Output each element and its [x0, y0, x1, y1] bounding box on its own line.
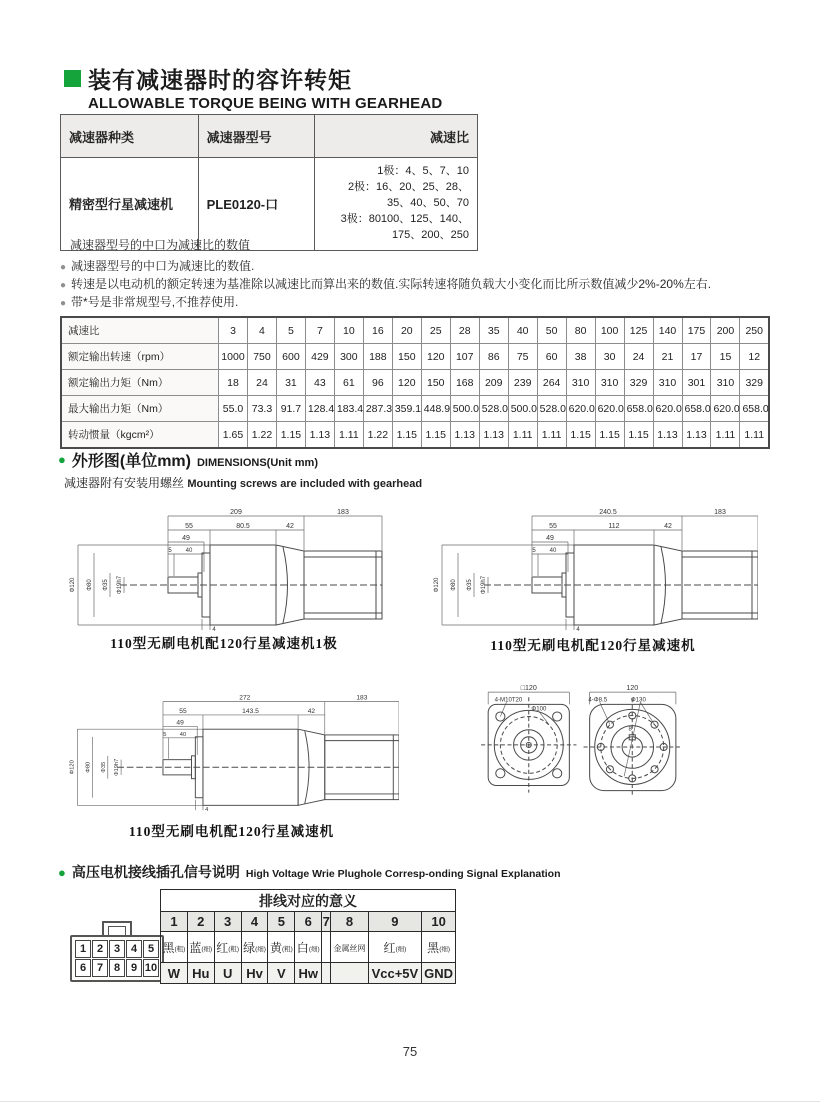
spec-cell: 7: [305, 317, 334, 344]
col-header-ratio: 减速比: [315, 115, 478, 158]
svg-text:Φ120: Φ120: [69, 760, 76, 775]
spec-cell: 310: [653, 370, 682, 396]
spec-cell: 310: [595, 370, 624, 396]
section-square-icon: [64, 70, 81, 87]
svg-text:49: 49: [182, 535, 190, 542]
connector-pin: 9: [126, 959, 142, 977]
spec-cell: 1.15: [595, 422, 624, 449]
wire-color-text: 红: [383, 940, 396, 955]
svg-text:40: 40: [549, 548, 557, 554]
svg-text:4: 4: [576, 627, 580, 632]
svg-text:Φ80: Φ80: [451, 579, 457, 591]
spec-cell: 500.0: [450, 396, 479, 422]
spec-cell: 209: [479, 370, 508, 396]
spec-cell: 300: [334, 344, 363, 370]
dimensions-sub-cn: 减速器附有安装用螺丝: [64, 476, 185, 490]
svg-text:120: 120: [626, 684, 639, 693]
spec-cell: 1.13: [305, 422, 334, 449]
connector-pin: 3: [109, 940, 125, 958]
spec-cell: 1.22: [247, 422, 276, 449]
spec-row: [61, 317, 769, 344]
drawing-b-caption: 110型无刷电机配120行星减速机: [490, 638, 696, 653]
connector-pin: 4: [126, 940, 142, 958]
wiring-wire-color: [422, 932, 456, 963]
spec-cell: 12: [740, 344, 769, 370]
page-number: 75: [402, 1044, 418, 1059]
bullet-dot-icon: ●: [60, 280, 67, 291]
ratio-line: 35、40、50、70: [387, 196, 469, 209]
spec-cell: 1.13: [653, 422, 682, 449]
wiring-signal: U: [214, 963, 241, 984]
spec-cell: 1.15: [624, 422, 653, 449]
svg-text:4: 4: [205, 807, 209, 814]
spec-cell: 1.65: [219, 422, 248, 449]
spec-cell: 620.0: [653, 396, 682, 422]
svg-text:Φ120: Φ120: [434, 577, 440, 593]
wiring-wire-color: [295, 932, 322, 963]
svg-text:42: 42: [307, 708, 316, 716]
col-header-model: 减速器型号: [198, 115, 315, 158]
svg-text:5: 5: [163, 731, 167, 738]
drawing-a-caption: 110型无刷电机配120行星减速机1极: [110, 636, 338, 651]
wire-thickness-note: (粗): [174, 945, 186, 953]
connector-latch: [102, 921, 132, 935]
spec-cell: 50: [537, 317, 566, 344]
spec-cell: 55.0: [219, 396, 248, 422]
svg-text:4-M10T20: 4-M10T20: [494, 696, 523, 704]
svg-text:80.5: 80.5: [236, 523, 250, 530]
connector-plug-icon: [70, 921, 164, 982]
wiring-table: [160, 889, 456, 984]
spec-cell: 86: [479, 344, 508, 370]
spec-cell: 1.11: [537, 422, 566, 449]
bullet-dot-icon: ●: [60, 298, 67, 309]
spec-cell: 120: [392, 370, 421, 396]
spec-cell: 125: [624, 317, 653, 344]
spec-cell: 60: [537, 344, 566, 370]
gearhead-model: PLE0120-口: [198, 158, 315, 251]
spec-row: [61, 344, 769, 370]
svg-text:143.5: 143.5: [242, 708, 259, 716]
connector-pin: 7: [92, 959, 108, 977]
spec-cell: 61: [334, 370, 363, 396]
wire-thickness-note: (粗): [281, 945, 293, 953]
spec-cell: 35: [479, 317, 508, 344]
spec-row-label: 转动惯量（kgcm²）: [61, 422, 219, 449]
wiring-wire-color: [161, 932, 188, 963]
spec-cell: 239: [508, 370, 537, 396]
wire-color-text: 红: [216, 940, 229, 955]
wire-thickness-note: (细): [308, 945, 320, 953]
wiring-wire-color: [368, 932, 422, 963]
spec-cell: 30: [595, 344, 624, 370]
spec-cell: 620.0: [711, 396, 740, 422]
wiring-signal: W: [161, 963, 188, 984]
spec-cell: 21: [653, 344, 682, 370]
svg-text:5: 5: [168, 548, 172, 554]
svg-text:183: 183: [714, 509, 726, 516]
svg-text:49: 49: [176, 719, 184, 727]
note-text: 转速是以电动机的额定转速为基准除以减速比而算出来的数值.实际转速将随负载大小变化而比所示数值减少2%-20%左右.: [71, 277, 712, 291]
drawing-flange-views: [476, 682, 684, 818]
drawing-c-caption: 110型无刷电机配120行星减速机: [128, 824, 335, 839]
wiring-pin-number: 8: [331, 912, 368, 932]
connector-pin: 6: [75, 959, 91, 977]
gearhead-ratio-list: [315, 158, 478, 251]
spec-cell: 4: [247, 317, 276, 344]
svg-text:272: 272: [239, 694, 251, 702]
spec-cell: 140: [653, 317, 682, 344]
spec-cell: 1.13: [682, 422, 711, 449]
wiring-pin-number: 2: [187, 912, 214, 932]
page-title-en: ALLOWABLE TORQUE BEING WITH GEARHEAD: [88, 95, 443, 112]
svg-text:Φ130: Φ130: [630, 696, 646, 704]
svg-text:183: 183: [356, 694, 368, 702]
spec-cell: 73.3: [247, 396, 276, 422]
page-title-cn: 装有减速器时的容许转矩: [88, 67, 352, 93]
spec-cell: 658.0: [740, 396, 769, 422]
gearhead-type: 精密型行星减速机: [61, 158, 199, 251]
wiring-pin-number: 1: [161, 912, 188, 932]
spec-cell: 1.11: [508, 422, 537, 449]
spec-cell: 91.7: [276, 396, 305, 422]
spec-cell: 528.0: [479, 396, 508, 422]
spec-cell: 528.0: [537, 396, 566, 422]
wiring-wire-color: [214, 932, 241, 963]
svg-text:□120: □120: [520, 684, 537, 693]
spec-cell: 310: [711, 370, 740, 396]
svg-text:55: 55: [549, 523, 557, 530]
wiring-wire-color: [268, 932, 295, 963]
svg-text:8: 8: [628, 725, 632, 733]
wiring-pin-number: 4: [241, 912, 268, 932]
signal-title-en: High Voltage Wrie Plughole Corresp-onding Signal Explanation: [245, 868, 561, 880]
spec-cell: 658.0: [624, 396, 653, 422]
connector-pin: 10: [143, 959, 159, 977]
spec-cell: 28: [450, 317, 479, 344]
spec-cell: 96: [363, 370, 392, 396]
spec-cell: 429: [305, 344, 334, 370]
spec-cell: 1.13: [479, 422, 508, 449]
svg-text:40: 40: [179, 731, 187, 738]
spec-cell: 188: [363, 344, 392, 370]
wiring-signal: Vcc+5V: [368, 963, 422, 984]
wiring-signal: [322, 963, 331, 984]
connector-pin: 5: [143, 940, 159, 958]
bullet-dot-icon: ●: [58, 452, 66, 467]
note-item: [60, 276, 711, 294]
model-footnote: 减速器型号的中口为减速比的数值: [70, 238, 251, 252]
wire-color-text: 黄: [269, 940, 282, 955]
spec-cell: 175: [682, 317, 711, 344]
signal-heading: [58, 862, 561, 882]
wire-thickness-note: (细): [201, 945, 213, 953]
svg-text:Φ35: Φ35: [103, 579, 109, 591]
page-header: [64, 62, 442, 112]
connector-pin: 8: [109, 959, 125, 977]
wiring-signal: [331, 963, 368, 984]
spec-cell: 1.11: [711, 422, 740, 449]
spec-cell: 120: [421, 344, 450, 370]
svg-text:209: 209: [230, 509, 242, 516]
spec-row: [61, 370, 769, 396]
spec-row: [61, 422, 769, 449]
svg-text:Φ80: Φ80: [87, 579, 93, 591]
spec-cell: 150: [421, 370, 450, 396]
spec-cell: 75: [508, 344, 537, 370]
spec-cell: 38: [566, 344, 595, 370]
wiring-signals-row: [161, 963, 456, 984]
gearhead-table-header-row: [61, 115, 478, 158]
wire-color-text: 黑: [162, 940, 175, 955]
wire-color-text: 绿: [243, 940, 256, 955]
dimensions-sub-en: Mounting screws are included with gearhead: [187, 478, 423, 490]
spec-cell: 1.15: [392, 422, 421, 449]
svg-text:40: 40: [185, 548, 193, 554]
wiring-signal: Hw: [295, 963, 322, 984]
spec-cell: 43: [305, 370, 334, 396]
drawing-side-view-3stage: [64, 692, 399, 814]
spec-cell: 16: [363, 317, 392, 344]
spec-cell: 329: [740, 370, 769, 396]
notes-list: [60, 258, 711, 312]
svg-text:55: 55: [179, 708, 187, 716]
wiring-pin-number: 9: [368, 912, 422, 932]
spec-cell: 128.4: [305, 396, 334, 422]
spec-cell: 600: [276, 344, 305, 370]
dimensions-title-en: DIMENSIONS(Unit mm): [196, 457, 318, 469]
wire-color-text: 金属丝网: [333, 944, 366, 953]
svg-text:4: 4: [212, 627, 216, 632]
wiring-signal: GND: [422, 963, 456, 984]
spec-cell: 31: [276, 370, 305, 396]
spec-cell: 359.1: [392, 396, 421, 422]
spec-row: [61, 396, 769, 422]
spec-cell: 1.15: [276, 422, 305, 449]
wiring-signal: Hu: [187, 963, 214, 984]
svg-text:Φ100: Φ100: [531, 705, 547, 713]
spec-cell: 24: [247, 370, 276, 396]
wiring-pin-number: 7: [322, 912, 331, 932]
svg-text:5: 5: [532, 548, 536, 554]
wire-color-text: 蓝: [189, 940, 202, 955]
connector-body: [70, 935, 164, 982]
spec-cell: 15: [711, 344, 740, 370]
spec-table: [60, 316, 770, 449]
spec-cell: 80: [566, 317, 595, 344]
spec-row-label: 最大输出力矩（Nm）: [61, 396, 219, 422]
svg-text:Φ19h7: Φ19h7: [114, 758, 121, 776]
spec-cell: 25: [421, 317, 450, 344]
ratio-line: 1极：4、5、7、10: [377, 165, 469, 177]
wiring-pins-row: [161, 912, 456, 932]
spec-cell: 40: [508, 317, 537, 344]
connector-pin: 1: [75, 940, 91, 958]
svg-text:4-Φ8.5: 4-Φ8.5: [588, 696, 608, 704]
spec-cell: 1.13: [450, 422, 479, 449]
spec-cell: 1.11: [334, 422, 363, 449]
wire-color-text: 黑: [427, 940, 440, 955]
wiring-wire-color: [241, 932, 268, 963]
spec-cell: 183.4: [334, 396, 363, 422]
spec-cell: 24: [624, 344, 653, 370]
spec-cell: 448.9: [421, 396, 450, 422]
col-header-type: 减速器种类: [61, 115, 199, 158]
drawing-side-view-1stage: [64, 506, 384, 632]
note-item: [60, 294, 711, 312]
spec-cell: 500.0: [508, 396, 537, 422]
wiring-pin-number: 5: [268, 912, 295, 932]
svg-text:183: 183: [337, 509, 349, 516]
spec-cell: 264: [537, 370, 566, 396]
wiring-wires-row: [161, 932, 456, 963]
spec-cell: 200: [711, 317, 740, 344]
spec-row-label: 额定输出转速（rpm）: [61, 344, 219, 370]
dimensions-title-cn: 外形图(单位mm): [71, 453, 191, 470]
wire-thickness-note: (细): [395, 945, 407, 953]
spec-cell: 150: [392, 344, 421, 370]
drawing-side-view-2stage: [428, 506, 758, 632]
connector-pin: 2: [92, 940, 108, 958]
spec-cell: 658.0: [682, 396, 711, 422]
note-text: 减速器型号的中口为减速比的数值.: [71, 259, 255, 273]
dimensions-heading: [58, 448, 318, 471]
spec-cell: 620.0: [595, 396, 624, 422]
svg-text:Φ35: Φ35: [100, 761, 107, 773]
signal-title-cn: 高压电机接线插孔信号说明: [71, 864, 240, 880]
spec-cell: 620.0: [566, 396, 595, 422]
svg-text:Φ120: Φ120: [70, 577, 76, 593]
spec-cell: 17: [682, 344, 711, 370]
gearhead-model-table: [60, 114, 478, 251]
svg-text:112: 112: [608, 523, 620, 530]
wire-color-text: 白: [296, 940, 309, 955]
spec-cell: 287.3: [363, 396, 392, 422]
svg-text:Φ35: Φ35: [467, 579, 473, 591]
dimensions-subline: [64, 474, 422, 491]
spec-cell: 301: [682, 370, 711, 396]
ratio-line: 3极：80100、125、140、: [340, 212, 469, 225]
spec-cell: 10: [334, 317, 363, 344]
svg-text:Φ19h7: Φ19h7: [117, 575, 123, 595]
spec-cell: 18: [219, 370, 248, 396]
wiring-pin-number: 3: [214, 912, 241, 932]
spec-cell: 1.15: [566, 422, 595, 449]
wire-thickness-note: (细): [439, 945, 451, 953]
svg-text:Φ80: Φ80: [85, 761, 92, 773]
svg-text:42: 42: [286, 523, 294, 530]
wiring-wire-color: [331, 932, 368, 963]
wire-thickness-note: (细): [255, 945, 266, 953]
spec-cell: 3: [219, 317, 248, 344]
note-item: [60, 258, 711, 276]
ratio-line: 2极：16、20、25、28、: [347, 180, 469, 193]
svg-text:55: 55: [185, 523, 193, 530]
svg-text:Φ19h7: Φ19h7: [481, 575, 487, 595]
svg-text:240.5: 240.5: [599, 509, 617, 516]
bullet-dot-icon: ●: [58, 864, 66, 880]
spec-row-label: 额定输出力矩（Nm）: [61, 370, 219, 396]
svg-text:49: 49: [546, 535, 554, 542]
spec-cell: 107: [450, 344, 479, 370]
ratio-line: 175、200、250: [391, 228, 469, 241]
spec-row-label: 减速比: [61, 317, 219, 344]
spec-cell: 5: [276, 317, 305, 344]
wiring-pin-number: 10: [422, 912, 456, 932]
spec-cell: 1.15: [421, 422, 450, 449]
wire-thickness-note: (粗): [228, 945, 240, 953]
spec-cell: 100: [595, 317, 624, 344]
spec-cell: 329: [624, 370, 653, 396]
spec-cell: 750: [247, 344, 276, 370]
spec-cell: 250: [740, 317, 769, 344]
wiring-wire-color: [322, 932, 331, 963]
bullet-dot-icon: ●: [60, 262, 67, 273]
note-text: 带*号是非常规型号,不推荐使用.: [71, 295, 239, 309]
spec-cell: 168: [450, 370, 479, 396]
svg-text:42: 42: [664, 523, 672, 530]
wiring-table-title: 排线对应的意义: [161, 890, 456, 912]
wiring-signal: Hv: [241, 963, 268, 984]
spec-cell: 20: [392, 317, 421, 344]
spec-cell: 1.11: [740, 422, 769, 449]
wiring-signal: V: [268, 963, 295, 984]
spec-cell: 1.22: [363, 422, 392, 449]
spec-cell: 1000: [219, 344, 248, 370]
wiring-wire-color: [187, 932, 214, 963]
wiring-pin-number: 6: [295, 912, 322, 932]
spec-cell: 310: [566, 370, 595, 396]
